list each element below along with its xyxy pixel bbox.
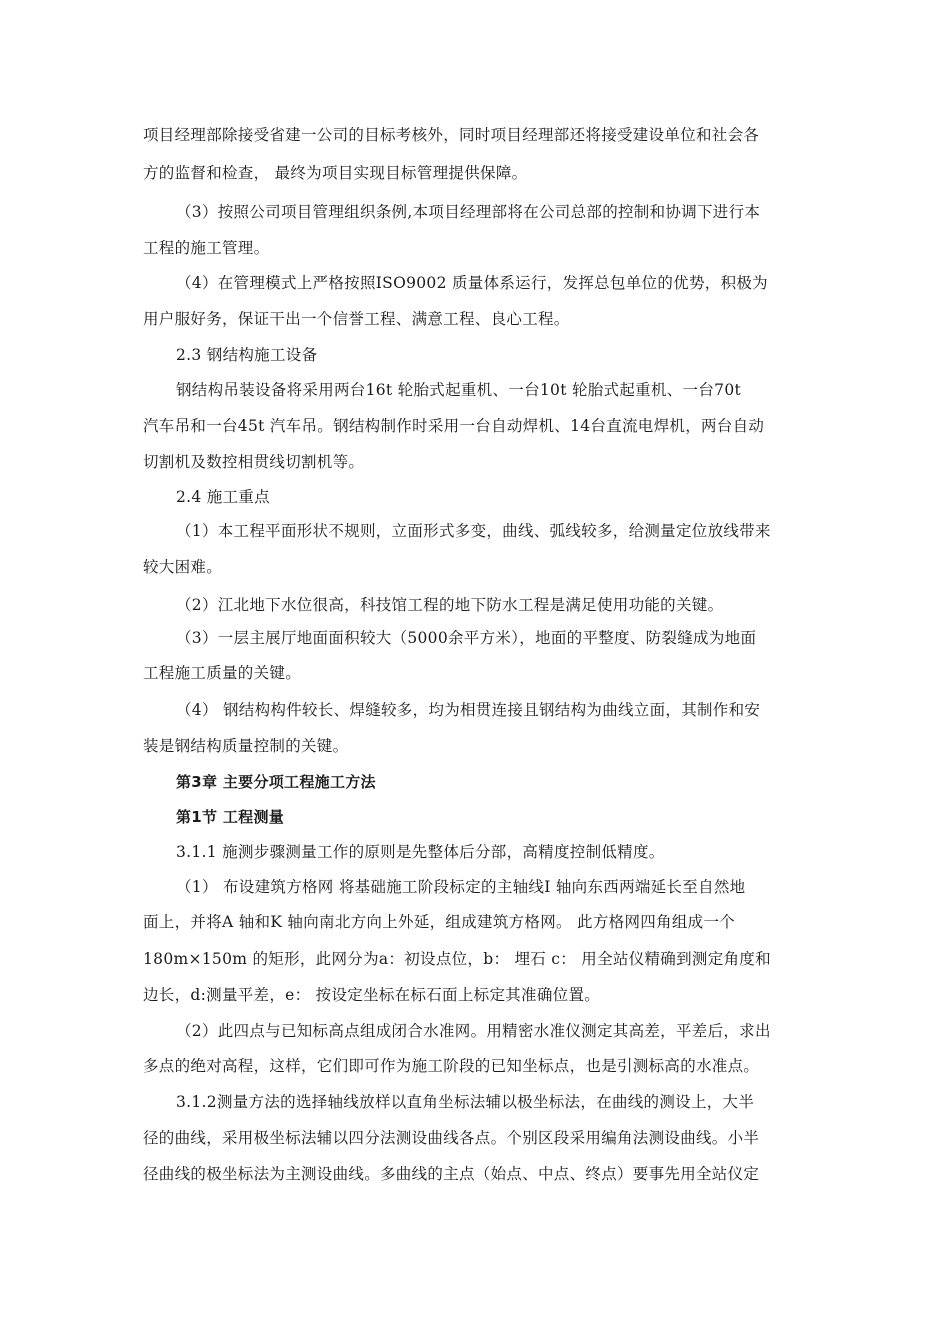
paragraph-line: （3）按照公司项目管理组织条例,本项目经理部将在公司总部的控制和协调下进行本 bbox=[176, 203, 761, 221]
paragraph-line: （4） 钢结构构件较长、焊缝较多，均为相贯连接且钢结构为曲线立面，其制作和安 bbox=[176, 701, 761, 719]
chapter-heading: 第3章 主要分项工程施工方法 bbox=[176, 773, 376, 791]
paragraph-line: （1） 布设建筑方格网 将基础施工阶段标定的主轴线Ⅰ 轴向东西两端延长至自然地 bbox=[176, 878, 746, 896]
paragraph-line: （2）此四点与已知标高点组成闭合水准网。用精密水准仪测定其高差，平差后，求出 bbox=[176, 1022, 771, 1040]
paragraph-line: （3）一层主展厅地面面积较大（5000余平方米），地面的平整度、防裂缝成为地面 bbox=[176, 629, 757, 647]
paragraph-line: 装是钢结构质量控制的关键。 bbox=[143, 737, 349, 755]
paragraph-line: 工程施工质量的关键。 bbox=[143, 664, 302, 682]
paragraph-line: 汽车吊和一台45t 汽车吊。钢结构制作时采用一台自动焊机、14台直流电焊机，两台自动 bbox=[143, 417, 765, 435]
paragraph-line: 钢结构吊装设备将采用两台16t 轮胎式起重机、一台10t 轮胎式起重机、一台70t bbox=[176, 381, 742, 399]
paragraph-line: 径的曲线，采用极坐标法辅以四分法测设曲线各点。个别区段采用编角法测设曲线。小半 bbox=[143, 1129, 760, 1147]
paragraph-line: 3.1.2测量方法的选择轴线放样以直角坐标法辅以极坐标法，在曲线的测设上，大半 bbox=[176, 1093, 755, 1111]
section-heading: 2.3 钢结构施工设备 bbox=[176, 346, 318, 364]
paragraph-line: （4）在管理模式上严格按照ISO9002 质量体系运行，发挥总包单位的优势，积极为 bbox=[176, 274, 768, 292]
paragraph-line: 项目经理部除接受省建一公司的目标考核外，同时项目经理部还将接受建设单位和社会各 bbox=[143, 126, 760, 144]
paragraph-line: 工程的施工管理。 bbox=[143, 239, 270, 257]
paragraph-line: 方的监督和检查， 最终为项目实现目标管理提供保障。 bbox=[143, 164, 528, 182]
paragraph-line: 面上，并将A 轴和K 轴向南北方向上外延，组成建筑方格网。 此方格网四角组成一个 bbox=[143, 913, 736, 931]
section-heading: 2.4 施工重点 bbox=[176, 488, 270, 506]
paragraph-line: 切割机及数控相贯线切割机等。 bbox=[143, 453, 365, 471]
paragraph-line: 较大困难。 bbox=[143, 558, 223, 576]
paragraph-line: 180m×150m 的矩形，此网分为a：初设点位，b： 埋石 c： 用全站仪精确到测定角度和 bbox=[143, 950, 771, 968]
paragraph-line: 多点的绝对高程，这样，它们即可作为施工阶段的已知坐标点，也是引测标高的水准点。 bbox=[143, 1057, 760, 1075]
paragraph-line: （1）本工程平面形状不规则，立面形式多变，曲线、弧线较多，给测量定位放线带来 bbox=[176, 522, 771, 540]
paragraph-line: 径曲线的极坐标法为主测设曲线。多曲线的主点（始点、中点、终点）要事先用全站仪定 bbox=[143, 1165, 760, 1183]
paragraph-line: 3.1.1 施测步骤测量工作的原则是先整体后分部，高精度控制低精度。 bbox=[176, 843, 665, 861]
section-title: 第1节 工程测量 bbox=[176, 808, 285, 826]
paragraph-line: 用户服好务，保证干出一个信誉工程、满意工程、良心工程。 bbox=[143, 310, 570, 328]
paragraph-line: 边长，d:测量平差，e： 按设定坐标在标石面上标定其准确位置。 bbox=[143, 986, 601, 1004]
paragraph-line: （2）江北地下水位很高，科技馆工程的地下防水工程是满足使用功能的关键。 bbox=[176, 596, 724, 614]
